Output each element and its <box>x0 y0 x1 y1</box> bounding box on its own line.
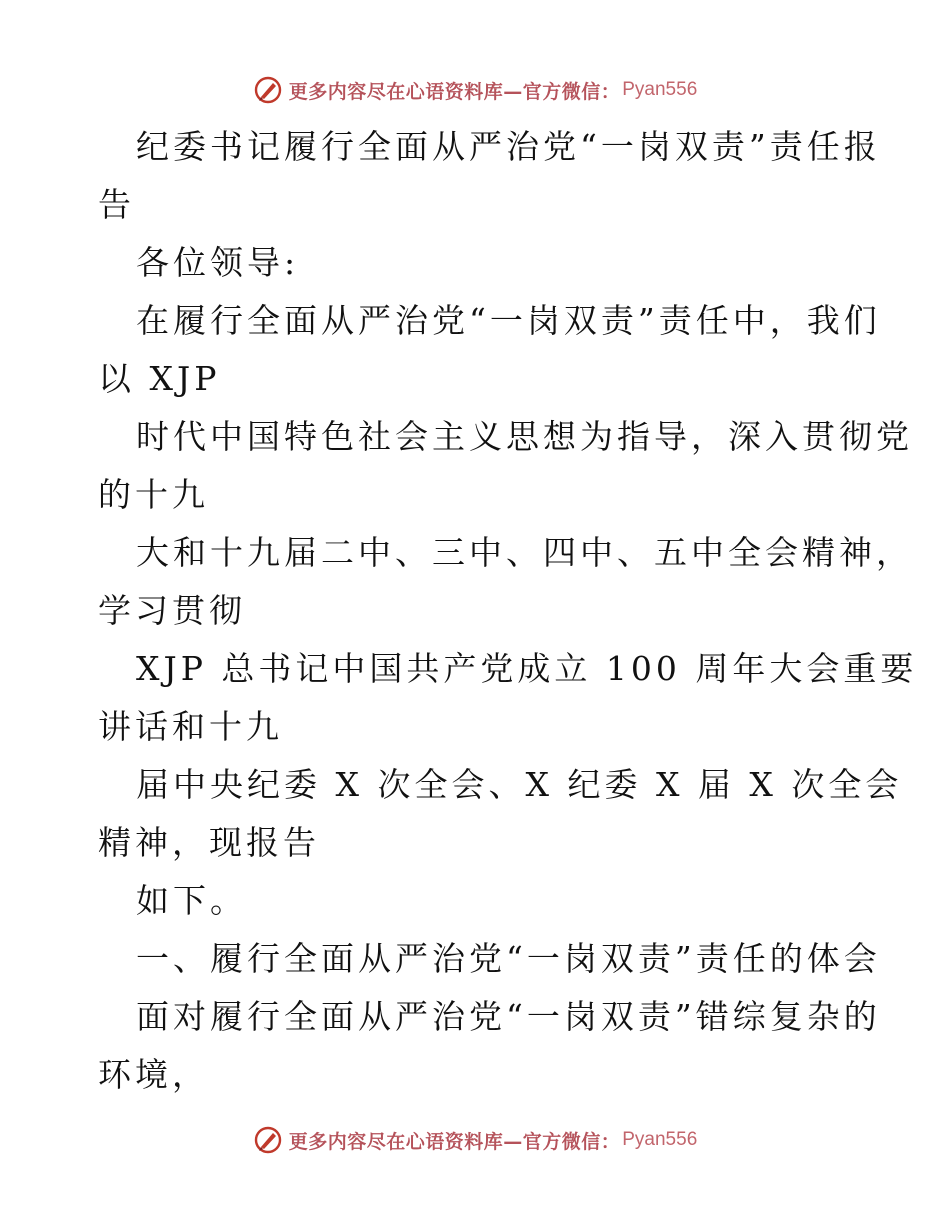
paragraph-line: 大和十九届二中、三中、四中、五中全会精神， <box>136 533 913 572</box>
paragraph-line: 学习贯彻 <box>98 591 246 630</box>
paragraph-line: 时代中国特色社会主义思想为指导，深入贯彻党 <box>136 417 913 456</box>
header-banner <box>0 72 950 108</box>
paragraph-line: 在履行全面从严治党“一岗双责”责任中，我们 <box>136 301 881 340</box>
salutation: 各位领导: <box>136 243 300 282</box>
paragraph-line: 面对履行全面从严治党“一岗双责”错综复杂的 <box>136 997 881 1036</box>
paragraph-line: 精神，现报告 <box>98 823 320 862</box>
paragraph-line: 环境， <box>98 1055 209 1094</box>
paragraph-line: 届中央纪委 X 次全会、X 纪委 X 届 X 次全会 <box>136 765 903 804</box>
header-banner-wechat-id: Pyan556 <box>622 79 698 100</box>
paragraph-line: XJP 总书记中国共产党成立 100 周年大会重要 <box>136 649 918 688</box>
section-heading: 一、履行全面从严治党“一岗双责”责任的体会 <box>136 939 881 978</box>
paragraph-line: 的十九 <box>98 475 209 514</box>
pen-logo-icon <box>253 1125 283 1155</box>
header-banner-text: 更多内容尽在心语资料库—官方微信： <box>288 80 621 103</box>
pen-logo-icon <box>253 75 283 105</box>
paragraph-line: 如下。 <box>136 881 247 920</box>
footer-banner <box>0 1122 950 1158</box>
title-line-1: 纪委书记履行全面从严治党“一岗双责”责任报 <box>136 127 881 166</box>
footer-banner-wechat-id: Pyan556 <box>622 1129 698 1150</box>
paragraph-line: 以 XJP <box>98 359 221 398</box>
paragraph-line: 讲话和十九 <box>98 707 283 746</box>
title-line-2: 告 <box>98 185 135 224</box>
document-body <box>98 118 918 1104</box>
footer-banner-text: 更多内容尽在心语资料库—官方微信： <box>288 1130 621 1153</box>
